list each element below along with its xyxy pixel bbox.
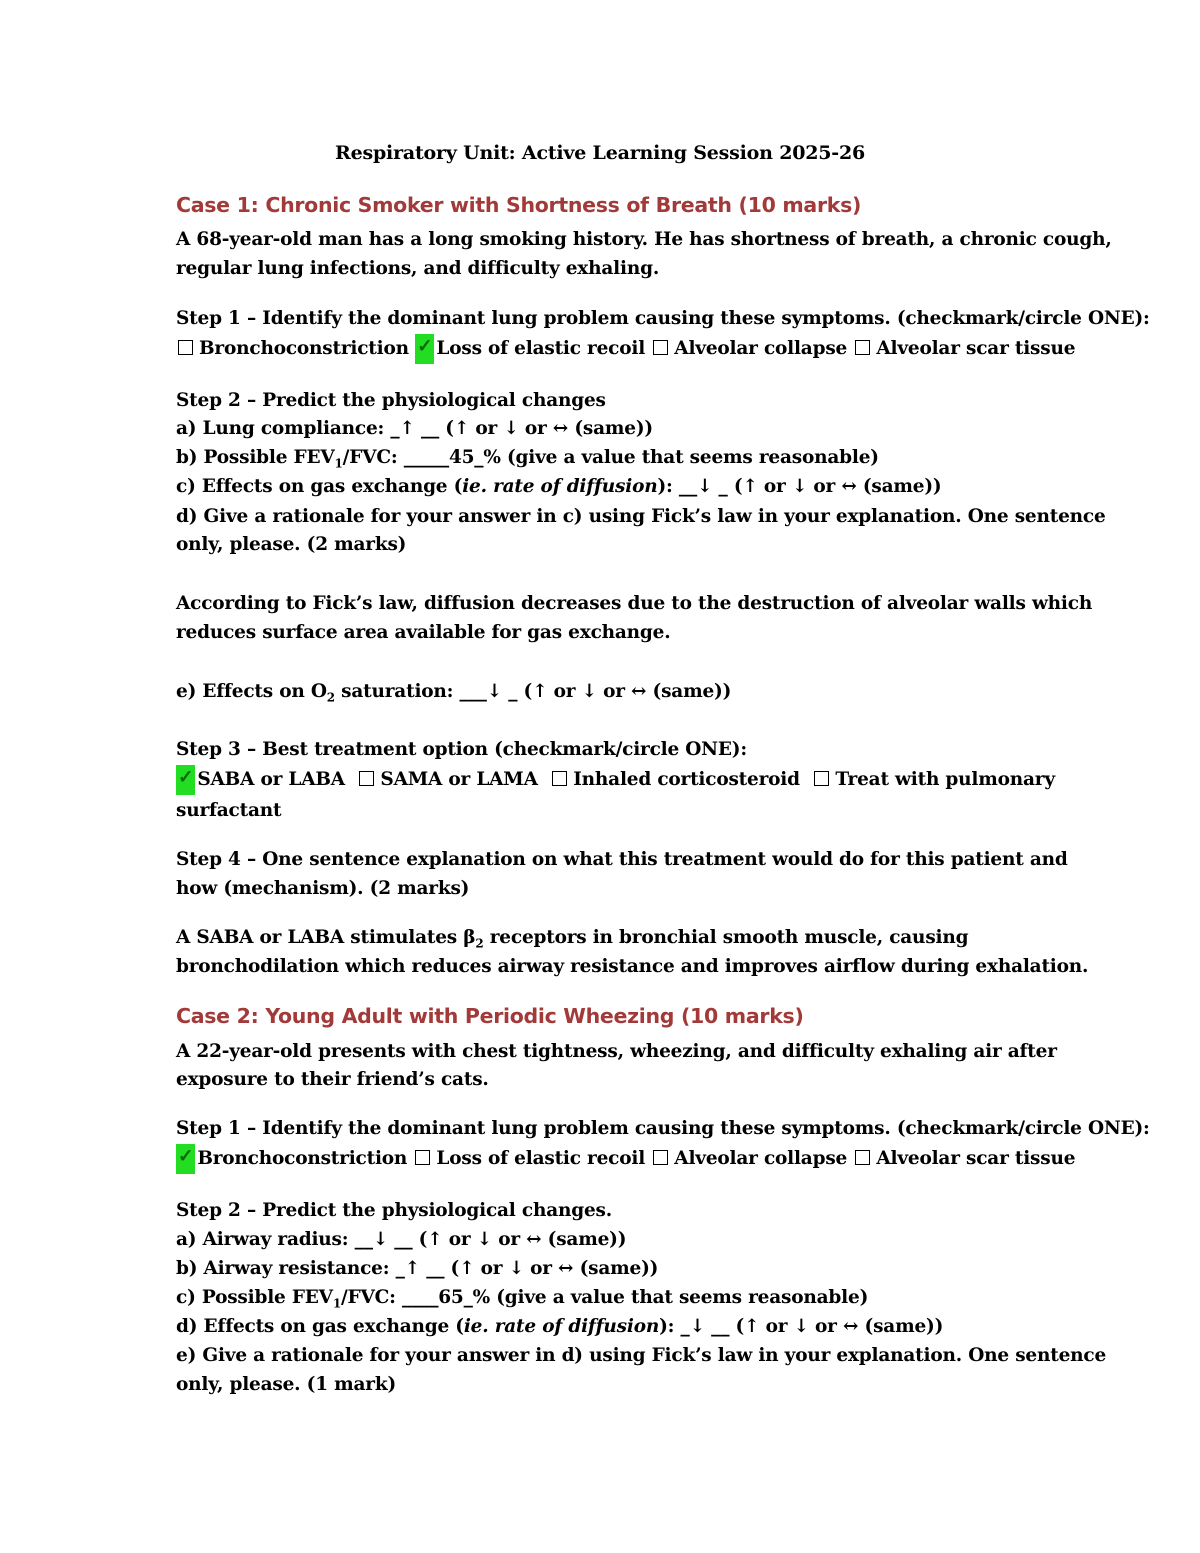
page-title: Respiratory Unit: Active Learning Session 2025-26 <box>334 142 865 164</box>
case1-step3-question: Step 3 – Best treatment option (checkmark/circle ONE): <box>176 739 747 760</box>
case1-step4-line2: how (mechanism). (2 marks) <box>176 878 470 899</box>
case1-intro-line2: regular lung infections, and difficulty exhaling. <box>176 258 660 279</box>
subscript: 1 <box>334 456 343 471</box>
case2-step2a: a) Airway radius: __↓ __ (↑ or ↓ or ↔ (same)) <box>176 1229 627 1250</box>
case2-intro-line2: exposure to their friend’s cats. <box>176 1069 489 1090</box>
case2-heading: Case 2: Young Adult with Periodic Wheezing (10 marks) <box>176 1004 804 1028</box>
option-label: Bronchoconstriction <box>197 1148 408 1169</box>
case1-step2e <box>176 677 731 713</box>
option-label: Bronchoconstriction <box>199 338 409 359</box>
case2-step2e-line2: only, please. (1 mark) <box>176 1374 397 1395</box>
italic-text: ie. rate of diffusion <box>462 476 658 497</box>
case1-step2d-line1: d) Give a rationale for your answer in c) using Fick’s law in your explanation. One sentence <box>176 506 1106 527</box>
option-label: Alveolar collapse <box>674 1148 848 1169</box>
case1-step2c <box>176 472 941 501</box>
case1-intro-line1: A 68-year-old man has a long smoking history. He has shortness of breath, a chronic cough, <box>176 229 1112 250</box>
option-label: Loss of elastic recoil <box>436 1148 646 1169</box>
case2-step2b: b) Airway resistance: _↑ __ (↑ or ↓ or ↔ (same)) <box>176 1258 659 1279</box>
text: receptors in bronchial smooth muscle, causing <box>483 927 969 948</box>
case1-step3-wrap: surfactant <box>176 800 282 821</box>
case1-step2d-line2: only, please. (2 marks) <box>176 534 407 555</box>
case1-step1-question: Step 1 – Identify the dominant lung problem causing these symptoms. (checkmark/circle ONE): <box>176 308 1150 329</box>
italic-text: ie. rate of diffusion <box>463 1316 660 1337</box>
checkbox-loss-of-elastic-recoil[interactable] <box>415 1150 430 1165</box>
option-label: Alveolar collapse <box>674 338 848 359</box>
option-label: Inhaled corticosteroid <box>573 769 800 790</box>
case1-step2-heading: Step 2 – Predict the physiological changes <box>176 390 606 411</box>
case2-step2-heading: Step 2 – Predict the physiological changes. <box>176 1200 612 1221</box>
checkbox-alveolar-collapse[interactable] <box>653 340 668 355</box>
text: ): __↓ _ (↑ or ↓ or ↔ (same)) <box>657 476 942 497</box>
checkbox-pulmonary-surfactant[interactable] <box>814 771 829 786</box>
option-label: Alveolar scar tissue <box>876 1148 1076 1169</box>
checkbox-bronchoconstriction[interactable] <box>178 340 193 355</box>
option-label: Alveolar scar tissue <box>876 338 1076 359</box>
text: /FVC: ____65_% (give a value that seems reasonable) <box>341 1287 869 1308</box>
text: c) Effects on gas exchange ( <box>176 476 463 497</box>
subscript: 2 <box>475 936 484 951</box>
checkmark-icon: ✓ <box>176 1144 195 1174</box>
subscript: 2 <box>326 690 335 705</box>
text: /FVC: _____45_% (give a value that seems reasonable) <box>342 447 879 468</box>
text: d) Effects on gas exchange ( <box>176 1316 464 1337</box>
case2-step2e-line1: e) Give a rationale for your answer in d) using Fick’s law in your explanation. One sentence <box>176 1345 1107 1366</box>
case1-step4-answer-line2: bronchodilation which reduces airway resistance and improves airflow during exhalation. <box>176 956 1089 977</box>
checkmark-icon: ✓ <box>415 334 434 364</box>
checkbox-sama-lama[interactable] <box>359 771 374 786</box>
option-label: Treat with pulmonary <box>835 769 1055 790</box>
case1-intro-2 <box>176 254 659 283</box>
text: e) Effects on O <box>176 681 327 702</box>
case2-step1-question: Step 1 – Identify the dominant lung problem causing these symptoms. (checkmark/circle ONE): <box>176 1118 1150 1139</box>
text: saturation: ___↓ _ (↑ or ↓ or ↔ (same)) <box>334 681 732 702</box>
text: ): _↓ __ (↑ or ↓ or ↔ (same)) <box>659 1316 944 1337</box>
case1-heading: Case 1: Chronic Smoker with Shortness of Breath (10 marks) <box>176 193 862 217</box>
case1-intro <box>176 225 1112 254</box>
text: c) Possible FEV <box>176 1287 333 1308</box>
checkbox-alveolar-scar-tissue[interactable] <box>855 340 870 355</box>
checkbox-inhaled-corticosteroid[interactable] <box>552 771 567 786</box>
subscript: 1 <box>332 1296 341 1311</box>
case1-answer-line2: reduces surface area available for gas exchange. <box>176 622 671 643</box>
option-label: Loss of elastic recoil <box>436 338 646 359</box>
checkmark-icon: ✓ <box>176 765 195 795</box>
checkbox-alveolar-collapse[interactable] <box>653 1150 668 1165</box>
case1-answer-line1: According to Fick’s law, diffusion decreases due to the destruction of alveolar walls which <box>176 593 1093 614</box>
case1-step2a: a) Lung compliance: _↑ __ (↑ or ↓ or ↔ (same)) <box>176 418 653 439</box>
text: b) Possible FEV <box>176 447 335 468</box>
text: A SABA or LABA stimulates β <box>176 927 476 948</box>
option-label: SAMA or LAMA <box>380 769 538 790</box>
case1-step3-options <box>176 765 1055 795</box>
case2-intro-line1: A 22-year-old presents with chest tightness, wheezing, and difficulty exhaling air after <box>176 1041 1057 1062</box>
case2-step1-options <box>176 1144 1075 1174</box>
case1-step4-line1: Step 4 – One sentence explanation on what this treatment would do for this patient and <box>176 849 1068 870</box>
case2-step2d <box>176 1312 943 1341</box>
case1-step1-options <box>176 334 1075 364</box>
checkbox-alveolar-scar-tissue[interactable] <box>855 1150 870 1165</box>
option-label: SABA or LABA <box>197 769 345 790</box>
